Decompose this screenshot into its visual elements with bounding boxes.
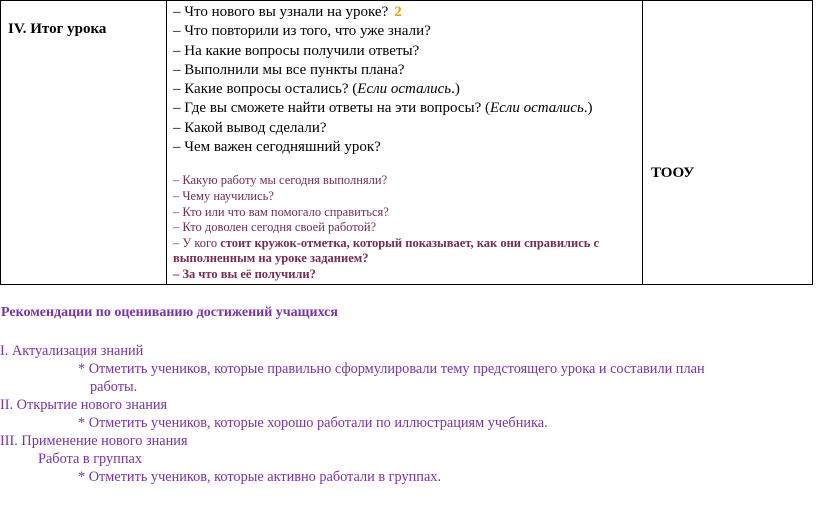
question-item: – Какой вывод сделали? bbox=[173, 119, 327, 136]
stage-title: IV. Итог урока bbox=[8, 21, 107, 37]
questions-cell bbox=[167, 1, 643, 285]
prompt-item: – Какую работу мы сегодня выполняли? bbox=[173, 173, 388, 188]
list-item: Работа в группах bbox=[38, 451, 142, 467]
prompt-item: – За что вы её получили? bbox=[173, 266, 316, 281]
list-item: III. Применение нового знания bbox=[0, 433, 188, 449]
questions-list bbox=[167, 1, 642, 157]
if-remain-note: Если остались bbox=[489, 100, 584, 117]
prompts-list bbox=[167, 157, 642, 282]
result-label: ТООУ bbox=[651, 165, 695, 181]
question-item: – Выполнили мы все пункты плана? bbox=[173, 61, 405, 78]
table-row bbox=[1, 1, 813, 285]
question-item: – На какие вопросы получили ответы? bbox=[173, 42, 420, 59]
question-item: – Что нового вы узнали на уроке? 2 bbox=[173, 4, 402, 20]
result-cell bbox=[643, 1, 813, 285]
list-item: * Отметить учеников, которые активно работали в группах. bbox=[78, 469, 442, 485]
recommendations-title: Рекомендации по оцениванию достижений учащихся bbox=[1, 305, 338, 320]
list-item: II. Открытие нового знания bbox=[0, 397, 168, 413]
prompt-item: – Кто или что вам помогало справиться? bbox=[173, 204, 389, 219]
prompt-item: – Кто доволен сегодня своей работой? bbox=[173, 220, 377, 235]
list-item: * Отметить учеников, которые хорошо работали по иллюстрациям учебника. bbox=[78, 415, 548, 431]
if-remain-note: Если остались bbox=[357, 81, 452, 98]
prompt-item: – Чему научились? bbox=[173, 188, 274, 203]
stage-cell bbox=[1, 1, 167, 285]
question-item: – Чем важен сегодняшний урок? bbox=[173, 139, 381, 156]
prompt-item: – У кого стоит кружок-отметка, который показывает, как они справились с выполненным на уроке заданием? bbox=[173, 235, 600, 266]
question-item: – Где вы сможете найти ответы на эти вопросы? (Если остались.) bbox=[173, 100, 593, 117]
question-item: – Что повторили из того, что уже знали? bbox=[173, 23, 431, 40]
list-item: * Отметить учеников, которые правильно сформулировали тему предстоящего урока и составили план bbox=[78, 361, 705, 377]
list-item: работы. bbox=[90, 379, 138, 395]
question-item: – Какие вопросы остались? (Если остались.) bbox=[173, 81, 460, 98]
list-item: I. Актуализация знаний bbox=[0, 343, 144, 359]
prompt-emphasis: стоит кружок-отметка, который показывает, как они справились с выполненным на уроке заданием? bbox=[173, 235, 600, 266]
recommendations-list bbox=[0, 342, 810, 486]
question-number: 2 bbox=[394, 4, 402, 20]
